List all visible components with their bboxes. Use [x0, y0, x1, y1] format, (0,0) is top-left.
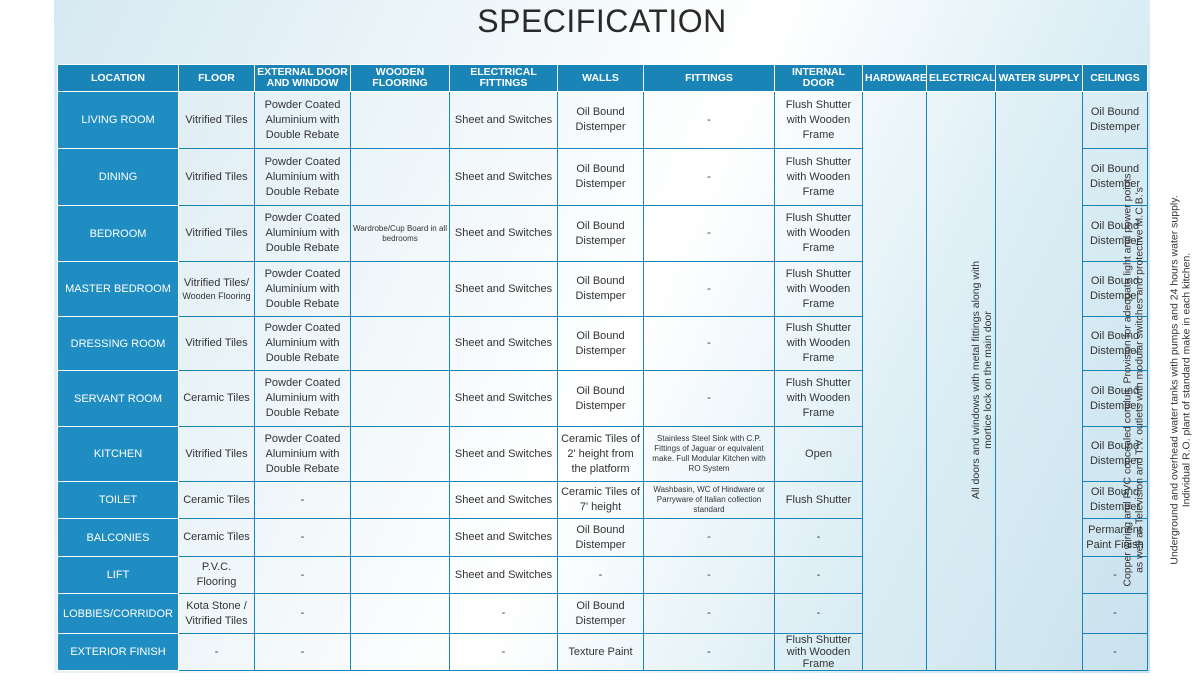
cell-floor: Vitrified Tiles — [179, 206, 255, 262]
electrical-line-1: Copper wiring and PVC concealed conduit. Provision for adequate light and power points — [1121, 173, 1134, 587]
cell-ceilings: Oil Bound Distemper — [1083, 149, 1148, 206]
cell-ceilings: Oil Bound Distemper — [1083, 371, 1148, 427]
cell-location: EXTERIOR FINISH — [58, 634, 179, 671]
header-wooden-flooring: WOODEN FLOORING — [351, 65, 450, 92]
cell-electrical-fittings: Sheet and Switches — [450, 482, 558, 519]
cell-external-door: Powder Coated Aluminium with Double Rebate — [255, 317, 351, 371]
electrical-line-2: as well as Television and T.V. outlets with modular switches and protective M.C.B.'s — [1133, 187, 1146, 573]
cell-walls: Oil Bound Distemper — [558, 371, 644, 427]
cell-internal-door: Flush Shutter with Wooden Frame — [775, 371, 863, 427]
cell-fittings: - — [644, 594, 775, 634]
header-hardware: HARDWARE — [863, 65, 927, 92]
cell-wooden-flooring — [351, 371, 450, 427]
cell-location: BALCONIES — [58, 519, 179, 557]
cell-ceilings: Oil Bound Distemper — [1083, 262, 1148, 317]
page-title: SPECIFICATION — [477, 3, 727, 39]
cell-wooden-flooring — [351, 149, 450, 206]
cell-external-door: Powder Coated Aluminium with Double Rebate — [255, 371, 351, 427]
cell-floor: Ceramic Tiles — [179, 482, 255, 519]
header-walls: WALLS — [558, 65, 644, 92]
header-fittings: FITTINGS — [644, 65, 775, 92]
cell-location: LIFT — [58, 557, 179, 594]
header-electrical-fittings: ELECTRICAL FITTINGS — [450, 65, 558, 92]
cell-internal-door: Open — [775, 427, 863, 482]
cell-walls: Ceramic Tiles of 2' height from the platform — [558, 427, 644, 482]
floor-line-1: Vitrified Tiles/ — [183, 277, 250, 289]
cell-internal-door: Flush Shutter with Wooden Frame — [775, 634, 863, 671]
cell-fittings: - — [644, 634, 775, 671]
hardware-line-1: All doors and windows with metal fittings along with — [970, 260, 983, 500]
cell-ceilings: Oil Bound Distemper — [1083, 92, 1148, 149]
specification-table — [57, 64, 1193, 671]
header-row — [58, 65, 1148, 92]
cell-floor: Vitrified Tiles — [179, 92, 255, 149]
cell-electrical-fittings: - — [450, 594, 558, 634]
cell-walls: Oil Bound Distemper — [558, 594, 644, 634]
cell-walls: Oil Bound Distemper — [558, 92, 644, 149]
cell-internal-door: - — [775, 557, 863, 594]
cell-fittings: Washbasin, WC of Hindware or Parryware of Italian collection standard — [644, 482, 775, 519]
header-electrical: ELECTRICAL — [927, 65, 996, 92]
cell-fittings: - — [644, 317, 775, 371]
cell-electrical-fittings: Sheet and Switches — [450, 92, 558, 149]
cell-wooden-flooring — [351, 482, 450, 519]
cell-fittings: - — [644, 557, 775, 594]
cell-external-door: Powder Coated Aluminium with Double Rebate — [255, 149, 351, 206]
cell-external-door: - — [255, 519, 351, 557]
cell-wooden-flooring: Wardrobe/Cup Board in all bedrooms — [351, 206, 450, 262]
cell-fittings: - — [644, 262, 775, 317]
cell-ceilings: Oil Bound Distemper — [1083, 482, 1148, 519]
cell-location: LIVING ROOM — [58, 92, 179, 149]
header-floor: FLOOR — [179, 65, 255, 92]
hardware-line-2: mortice lock on the main door — [982, 311, 995, 449]
cell-location: BEDROOM — [58, 206, 179, 262]
cell-location: LOBBIES/CORRIDOR — [58, 594, 179, 634]
cell-floor — [179, 262, 255, 317]
water-supply-line-2: Individual R.O. plant of standard make in each kitchen. — [1180, 252, 1193, 508]
cell-external-door: Powder Coated Aluminium with Double Rebate — [255, 427, 351, 482]
cell-fittings: - — [644, 519, 775, 557]
cell-floor: Vitrified Tiles — [179, 317, 255, 371]
cell-external-door: - — [255, 482, 351, 519]
cell-external-door: Powder Coated Aluminium with Double Rebate — [255, 262, 351, 317]
cell-fittings: - — [644, 149, 775, 206]
cell-location: KITCHEN — [58, 427, 179, 482]
cell-internal-door: - — [775, 594, 863, 634]
cell-walls: Ceramic Tiles of 7' height — [558, 482, 644, 519]
cell-ceilings: - — [1083, 634, 1148, 671]
cell-ceilings: - — [1083, 594, 1148, 634]
header-location: LOCATION — [58, 65, 179, 92]
cell-fittings: - — [644, 92, 775, 149]
cell-wooden-flooring — [351, 519, 450, 557]
cell-internal-door: Flush Shutter with Wooden Frame — [775, 317, 863, 371]
header-water-supply: WATER SUPPLY — [996, 65, 1083, 92]
cell-floor: - — [179, 634, 255, 671]
cell-electrical-fittings: Sheet and Switches — [450, 206, 558, 262]
cell-walls: Oil Bound Distemper — [558, 519, 644, 557]
cell-ceilings: - — [1083, 557, 1148, 594]
cell-wooden-flooring — [351, 262, 450, 317]
cell-electrical-fittings: - — [450, 634, 558, 671]
cell-location: DINING — [58, 149, 179, 206]
cell-location: TOILET — [58, 482, 179, 519]
cell-electrical-fittings: Sheet and Switches — [450, 262, 558, 317]
cell-ceilings: Permanent Paint Finish — [1083, 519, 1148, 557]
cell-walls: Texture Paint — [558, 634, 644, 671]
cell-internal-door: Flush Shutter — [775, 482, 863, 519]
cell-walls: Oil Bound Distemper — [558, 206, 644, 262]
cell-electrical-fittings: Sheet and Switches — [450, 149, 558, 206]
cell-wooden-flooring — [351, 92, 450, 149]
cell-internal-door: - — [775, 519, 863, 557]
cell-internal-door: Flush Shutter with Wooden Frame — [775, 149, 863, 206]
cell-ceilings: Oil Bound Distemper — [1083, 317, 1148, 371]
cell-floor: Vitrified Tiles — [179, 427, 255, 482]
cell-electrical-fittings: Sheet and Switches — [450, 371, 558, 427]
cell-floor: Kota Stone / Vitrified Tiles — [179, 594, 255, 634]
cell-electrical-fittings: Sheet and Switches — [450, 519, 558, 557]
cell-floor: Ceramic Tiles — [179, 519, 255, 557]
cell-walls: - — [558, 557, 644, 594]
cell-internal-door: Flush Shutter with Wooden Frame — [775, 206, 863, 262]
cell-internal-door: Flush Shutter with Wooden Frame — [775, 92, 863, 149]
cell-wooden-flooring — [351, 427, 450, 482]
cell-floor: P.V.C. Flooring — [179, 557, 255, 594]
cell-location: MASTER BEDROOM — [58, 262, 179, 317]
cell-electrical-fittings: Sheet and Switches — [450, 427, 558, 482]
cell-fittings: - — [644, 371, 775, 427]
cell-external-door: - — [255, 557, 351, 594]
header-internal-door: INTERNAL DOOR — [775, 65, 863, 92]
cell-wooden-flooring — [351, 317, 450, 371]
cell-external-door: Powder Coated Aluminium with Double Rebate — [255, 92, 351, 149]
cell-electrical-fittings: Sheet and Switches — [450, 317, 558, 371]
water-supply-text — [1169, 195, 1193, 564]
electrical-text — [1122, 173, 1146, 586]
header-ceilings: CEILINGS — [1083, 65, 1148, 92]
cell-location: SERVANT ROOM — [58, 371, 179, 427]
cell-walls: Oil Bound Distemper — [558, 317, 644, 371]
table-row — [58, 92, 1148, 149]
cell-external-door: - — [255, 634, 351, 671]
cell-walls: Oil Bound Distemper — [558, 262, 644, 317]
cell-external-door: Powder Coated Aluminium with Double Rebate — [255, 206, 351, 262]
cell-electrical-fittings: Sheet and Switches — [450, 557, 558, 594]
floor-line-2: Wooden Flooring — [182, 291, 251, 301]
header-external-door: EXTERNAL DOOR AND WINDOW — [255, 65, 351, 92]
cell-location: DRESSING ROOM — [58, 317, 179, 371]
cell-floor: Ceramic Tiles — [179, 371, 255, 427]
cell-external-door: - — [255, 594, 351, 634]
water-supply-line-1: Underground and overhead water tanks with pumps and 24 hours water supply. — [1168, 195, 1181, 565]
cell-wooden-flooring — [351, 594, 450, 634]
specification-panel — [54, 0, 1193, 673]
cell-internal-door: Flush Shutter with Wooden Frame — [775, 262, 863, 317]
cell-wooden-flooring — [351, 557, 450, 594]
cell-floor: Vitrified Tiles — [179, 149, 255, 206]
cell-fittings: - — [644, 206, 775, 262]
cell-wooden-flooring — [351, 634, 450, 671]
cell-ceilings: Oil Bound Distemper — [1083, 427, 1148, 482]
cell-fittings: Stainless Steel Sink with C.P. Fittings of Jaguar or equivalent make. Full Modular Kitchen with RO System — [644, 427, 775, 482]
cell-walls: Oil Bound Distemper — [558, 149, 644, 206]
cell-ceilings: Oil Bound Distemper — [1083, 206, 1148, 262]
cell-hardware-merged — [863, 92, 995, 671]
